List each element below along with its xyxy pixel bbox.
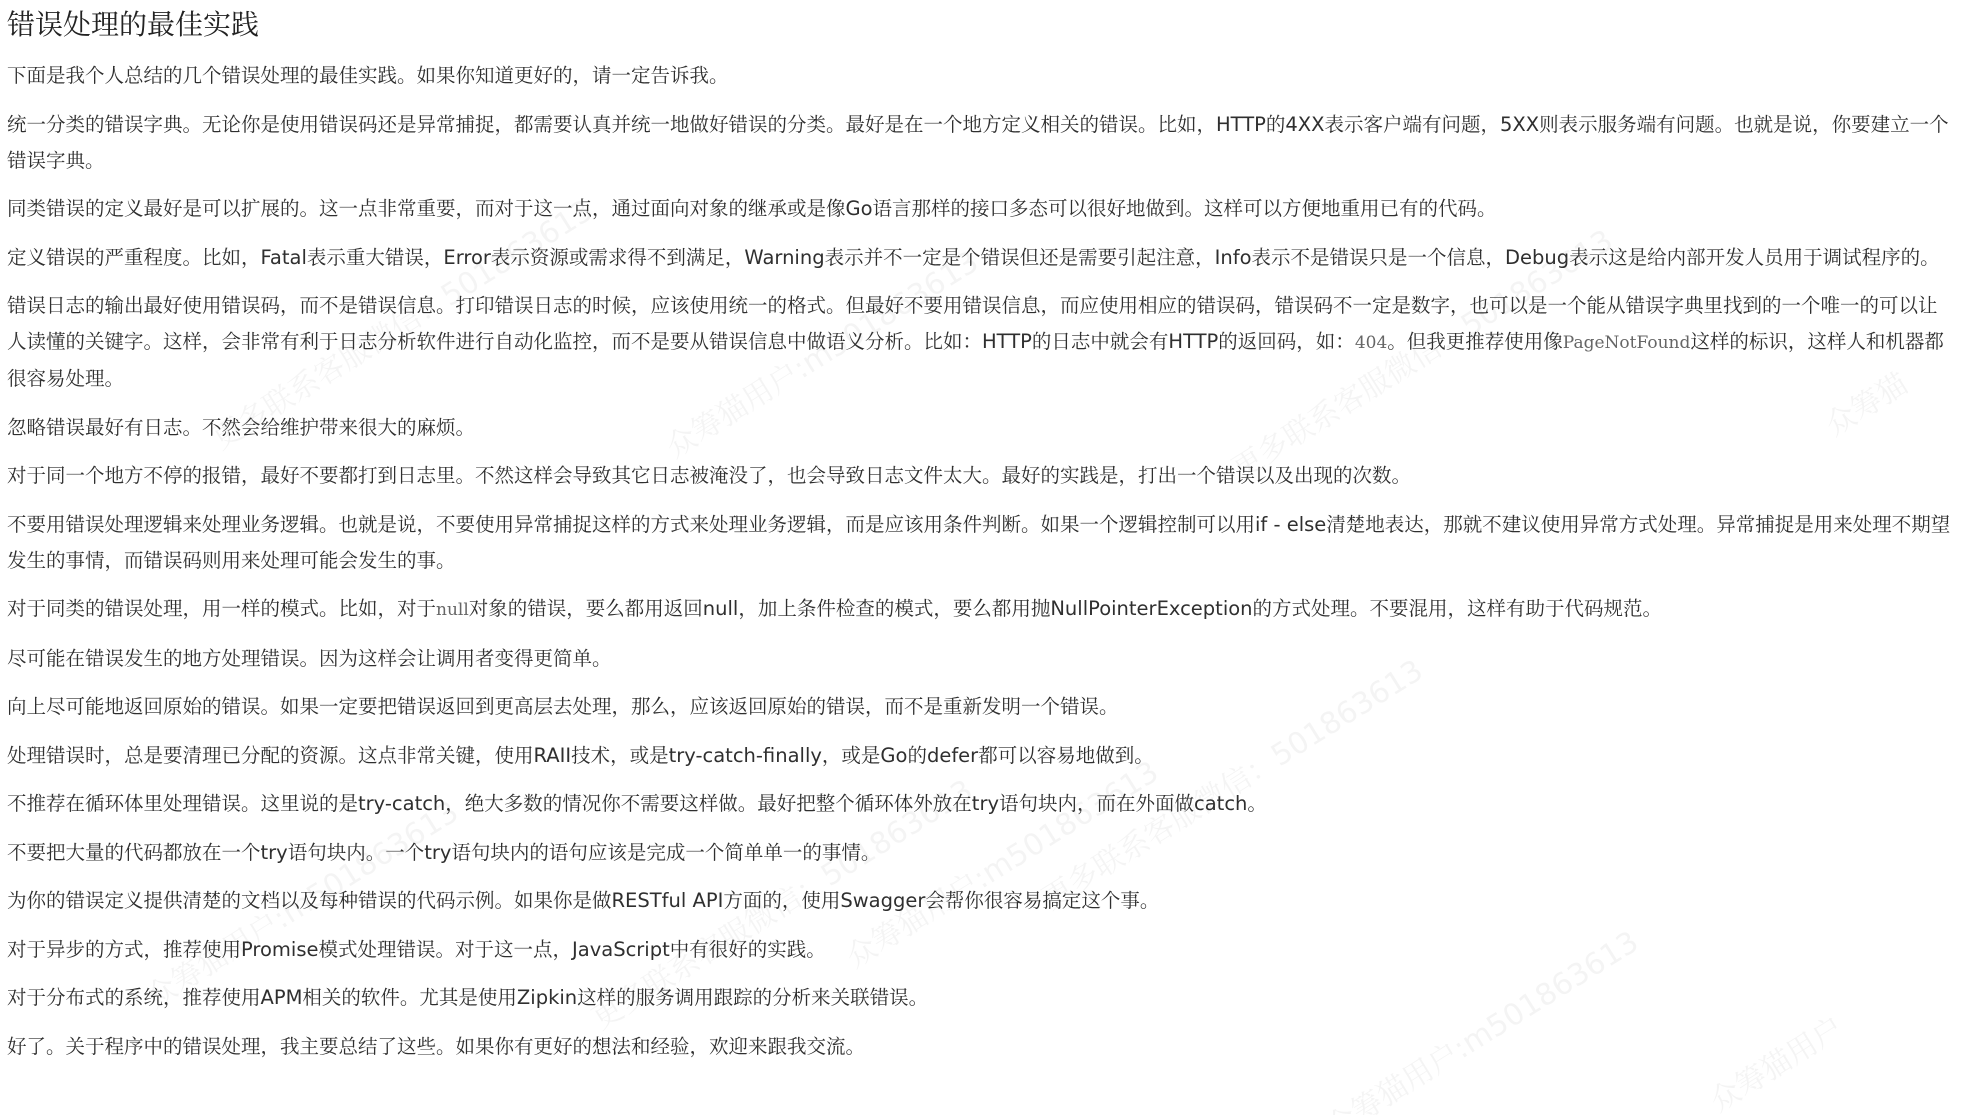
paragraph <box>7 689 1955 725</box>
paragraph <box>7 883 1955 919</box>
paragraph <box>7 980 1955 1016</box>
paragraph <box>7 641 1955 677</box>
inline-code: null <box>436 600 469 620</box>
paragraph <box>7 58 1955 94</box>
paragraph-text: 不要用错误处理逻辑来处理业务逻辑。也就是说，不要使用异常捕捉这样的方式来处理业务逻辑，而是应该用条件判断。如果一个逻辑控制可以用if - else清楚地表达，那就不建议使用异常方式处理。异常捕捉是用来处理不期望发生的事情，而错误码则用来处理可能会发生的事。 <box>7 512 1951 572</box>
article <box>7 6 1955 1077</box>
paragraph-text: 同类错误的定义最好是可以扩展的。这一点非常重要，而对于这一点，通过面向对象的继承或是像Go语言那样的接口多态可以很好地做到。这样可以方便地重用已有的代码。 <box>7 197 1497 220</box>
paragraph <box>7 191 1955 227</box>
paragraph-text: 对于同一个地方不停的报错，最好不要都打到日志里。不然这样会导致其它日志被淹没了，也会导致日志文件太大。最好的实践是，打出一个错误以及出现的次数。 <box>7 464 1412 487</box>
paragraph-text: 尽可能在错误发生的地方处理错误。因为这样会让调用者变得更简单。 <box>7 646 612 670</box>
paragraph-text: 好了。关于程序中的错误处理，我主要总结了这些。如果你有更好的想法和经验，欢迎来跟我交流。 <box>7 1034 866 1058</box>
inline-code: 404 <box>1354 333 1388 353</box>
paragraph <box>7 1029 1955 1065</box>
article-body <box>7 58 1955 1065</box>
paragraph-text: 处理错误时，总是要清理已分配的资源。这点非常关键，使用RAII技术，或是try-catch-finally，或是Go的defer都可以容易地做到。 <box>7 743 1154 767</box>
paragraph <box>7 591 1955 628</box>
paragraph <box>7 835 1955 871</box>
paragraph <box>7 786 1955 822</box>
paragraph-text: 错误日志的输出最好使用错误码，而不是错误信息。打印错误日志的时候，应该使用统一的格式。但最好不要用错误信息，而应使用相应的错误码，错误码不一定是数字，也可以是一个能从错误字典里找到的一个唯一的可以让人读懂的关键字。这样，会非常有利于日志分析软件进行自动化监控，而不是要从错误信息中做语义分析。比如：HTTP的日志中就会有HTTP的返回码，如： <box>7 294 1938 353</box>
paragraph <box>7 932 1955 968</box>
paragraph-text: 对于分布式的系统，推荐使用APM相关的软件。尤其是使用Zipkin这样的服务调用跟踪的分析来关联错误。 <box>7 986 929 1009</box>
paragraph <box>7 288 1955 397</box>
paragraph <box>7 240 1955 276</box>
paragraph-text: 统一分类的错误字典。无论你是使用错误码还是异常捕捉，都需要认真并统一地做好错误的分类。最好是在一个地方定义相关的错误。比如，HTTP的4XX表示客户端有问题，5XX则表示服务端有问题。也就是说，你要建立一个错误字典。 <box>7 112 1949 172</box>
paragraph-text: 定义错误的严重程度。比如，Fatal表示重大错误，Error表示资源或需求得不到满足，Warning表示并不一定是个错误但还是需要引起注意，Info表示不是错误只是一个信息，Debug表示这是给内部开发人员用于调试程序的。 <box>7 245 1940 269</box>
paragraph-text: 不推荐在循环体里处理错误。这里说的是try-catch，绝大多数的情况你不需要这样做。最好把整个循环体外放在try语句块内，而在外面做catch。 <box>7 792 1267 815</box>
paragraph-text: 对象的错误，要么都用返回null，加上条件检查的模式，要么都用抛NullPointerException的方式处理。不要混用，这样有助于代码规范。 <box>468 597 1663 620</box>
paragraph-text: 向上尽可能地返回原始的错误。如果一定要把错误返回到更高层去处理，那么，应该返回原始的错误，而不是重新发明一个错误。 <box>7 695 1119 718</box>
paragraph-text: 对于同类的错误处理，用一样的模式。比如，对于 <box>7 597 437 620</box>
paragraph-text: 不要把大量的代码都放在一个try语句块内。一个try语句块内的语句应该是完成一个简单单一的事情。 <box>7 840 881 864</box>
paragraph-text: 。但我更推荐使用像 <box>1387 330 1563 353</box>
inline-code: PageNotFound <box>1562 333 1691 353</box>
paragraph <box>7 507 1955 579</box>
paragraph-text: 这样的标识，这样人和机器都很容易处理。 <box>7 330 1944 390</box>
paragraph-text: 对于异步的方式，推荐使用Promise模式处理错误。对于这一点，JavaScript中有很好的实践。 <box>7 937 826 961</box>
paragraph <box>7 738 1955 774</box>
paragraph-text: 忽略错误最好有日志。不然会给维护带来很大的麻烦。 <box>7 415 476 439</box>
article-title: 错误处理的最佳实践 <box>7 8 260 41</box>
paragraph-text: 下面是我个人总结的几个错误处理的最佳实践。如果你知道更好的，请一定告诉我。 <box>7 64 729 87</box>
paragraph-text: 为你的错误定义提供清楚的文档以及每种错误的代码示例。如果你是做RESTful API方面的，使用Swagger会帮你很容易搞定这个事。 <box>7 889 1160 912</box>
paragraph <box>7 458 1955 494</box>
paragraph <box>7 107 1955 179</box>
paragraph <box>7 410 1955 446</box>
